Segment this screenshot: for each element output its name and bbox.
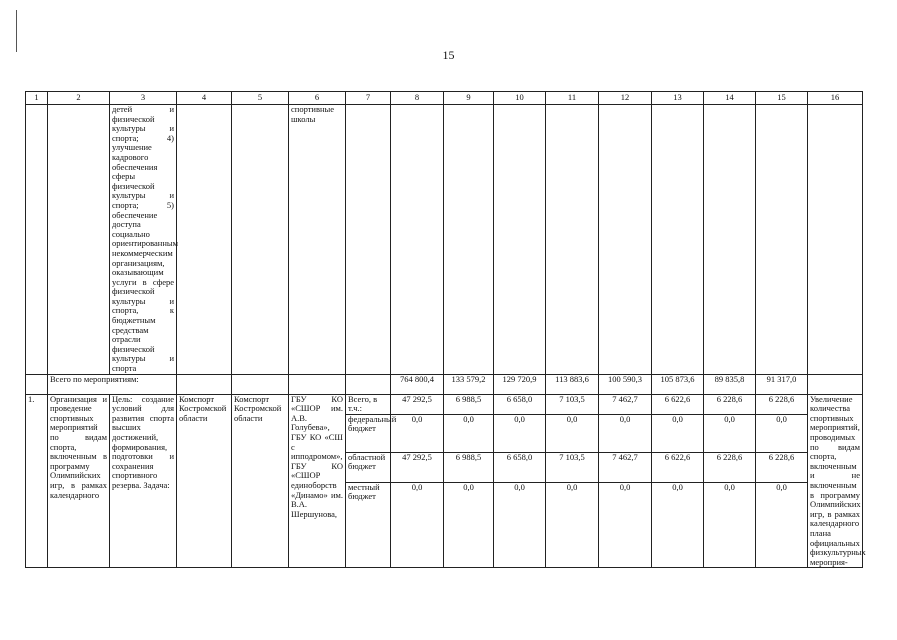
funding-value: 6 228,6 (704, 453, 755, 483)
source-regional: областной бюджет (346, 453, 390, 483)
funding-value: 6 228,6 (704, 395, 755, 415)
funding-sources (346, 393, 397, 568)
activity-row-1 (26, 394, 863, 568)
activity-goal: Цель: создание условий для развития спорта высших достижений, формирования, подготовки и сохранения спортивного резерва. Задача: (110, 394, 177, 568)
col-header-9: 9 (444, 92, 494, 105)
col-header-6: 6 (289, 92, 346, 105)
institutions-continuation-text: спортивные школы (289, 105, 346, 375)
funding-value: 47 292,5 (391, 453, 443, 483)
total-value: 113 883,6 (546, 374, 599, 394)
funding-value: 7 462,7 (599, 395, 651, 415)
funding-year-col-8 (391, 394, 444, 568)
col-header-12: 12 (599, 92, 652, 105)
binding-margin-line (16, 10, 17, 52)
funding-value: 0,0 (652, 415, 703, 453)
funding-value: 0,0 (566, 481, 578, 492)
col-header-8: 8 (391, 92, 444, 105)
tasks-continuation-text: детей и физической культуры и спорта; 4) улучшение кадрового обеспечения сферы физической культуры и спорта; 5) обеспечение доступа социально ориентированным некоммерческим организациям, оказывающим услуги в сфере физической культуры и спорта, к бюджетным средствам отрасли физической культуры и спорта (110, 105, 177, 375)
total-value: 133 579,2 (444, 374, 494, 394)
funding-value: 0,0 (756, 415, 807, 453)
funding-value: 0,0 (444, 415, 493, 453)
funding-year-col-13 (652, 394, 704, 568)
total-value: 89 835,8 (704, 374, 756, 394)
funding-value: 0,0 (463, 481, 474, 492)
col-header-7: 7 (346, 92, 391, 105)
activity-institutions: ГБУ КО «СШОР им. А.В. Голубева», ГБУ КО «СШ с ипподромом», ГБУ КО «СШОР единоборств «Динамо» им. В.А. Шершунова, (289, 394, 346, 568)
funding-value: 0,0 (704, 415, 755, 453)
col-header-15: 15 (756, 92, 808, 105)
funding-year-col-10 (494, 394, 546, 568)
total-value: 764 800,4 (391, 374, 444, 394)
funding-value: 0,0 (776, 481, 787, 492)
source-local: местный бюджет (348, 481, 380, 502)
funding-value: 7 462,7 (599, 453, 651, 483)
total-value: 91 317,0 (756, 374, 808, 394)
col-header-1: 1 (26, 92, 48, 105)
executor-coordinator: Комспорт Костромской области (232, 394, 289, 568)
funding-value: 0,0 (619, 481, 631, 492)
col-header-5: 5 (232, 92, 289, 105)
funding-year-col-14 (704, 394, 756, 568)
col-header-11: 11 (546, 92, 599, 105)
col-header-14: 14 (704, 92, 756, 105)
funding-year-col-15 (756, 394, 808, 568)
total-value: 100 590,3 (599, 374, 652, 394)
funding-value: 6 622,6 (652, 453, 703, 483)
funding-year-col-11 (546, 394, 599, 568)
col-header-3: 3 (110, 92, 177, 105)
funding-year-col-12 (599, 394, 652, 568)
total-value: 105 873,6 (652, 374, 704, 394)
funding-value: 0,0 (724, 481, 735, 492)
funding-value: 0,0 (672, 481, 683, 492)
funding-value: 0,0 (391, 415, 443, 453)
funding-year-col-9 (444, 394, 494, 568)
funding-value: 6 622,6 (652, 395, 703, 415)
total-label: Всего по мероприятиям: (48, 374, 177, 394)
funding-value: 6 228,6 (756, 453, 807, 483)
funding-value: 7 103,5 (546, 395, 598, 415)
funding-value: 6 658,0 (494, 395, 545, 415)
funding-value: 7 103,5 (546, 453, 598, 483)
source-total: Всего, в т.ч.: (346, 395, 390, 415)
activity-name: Организация и проведение спортивных мероприятий по видам спорта, включенным в программу Олимпийских игр, в рамках календарного (48, 394, 110, 568)
funding-value: 0,0 (546, 415, 598, 453)
executor-responsible: Комспорт Костромской области (177, 394, 232, 568)
col-header-10: 10 (494, 92, 546, 105)
column-number-row (26, 92, 863, 105)
program-table (25, 91, 866, 568)
funding-value: 6 658,0 (494, 453, 545, 483)
funding-value: 6 988,5 (444, 453, 493, 483)
funding-value: 6 228,6 (756, 395, 807, 415)
funding-value: 0,0 (411, 481, 423, 492)
funding-value: 6 988,5 (444, 395, 493, 415)
funding-value: 47 292,5 (391, 395, 443, 415)
funding-value: 0,0 (514, 481, 525, 492)
total-value: 129 720,9 (494, 374, 546, 394)
funding-value: 0,0 (599, 415, 651, 453)
funding-value: 0,0 (494, 415, 545, 453)
continuation-row (26, 105, 863, 375)
activity-number: 1. (26, 394, 48, 568)
page-number: 15 (442, 48, 455, 62)
expected-result: Увеличение количества спортивных мероприятий, проводимых по видам спорта, включенным и не включенным в программу Олимпийских игр, в рамках календарного плана официальных физкультурных мероприя- (808, 394, 863, 568)
col-header-4: 4 (177, 92, 232, 105)
col-header-2: 2 (48, 92, 110, 105)
total-row (26, 374, 863, 394)
col-header-16: 16 (808, 92, 863, 105)
col-header-13: 13 (652, 92, 704, 105)
source-federal: федеральный бюджет (346, 415, 390, 453)
